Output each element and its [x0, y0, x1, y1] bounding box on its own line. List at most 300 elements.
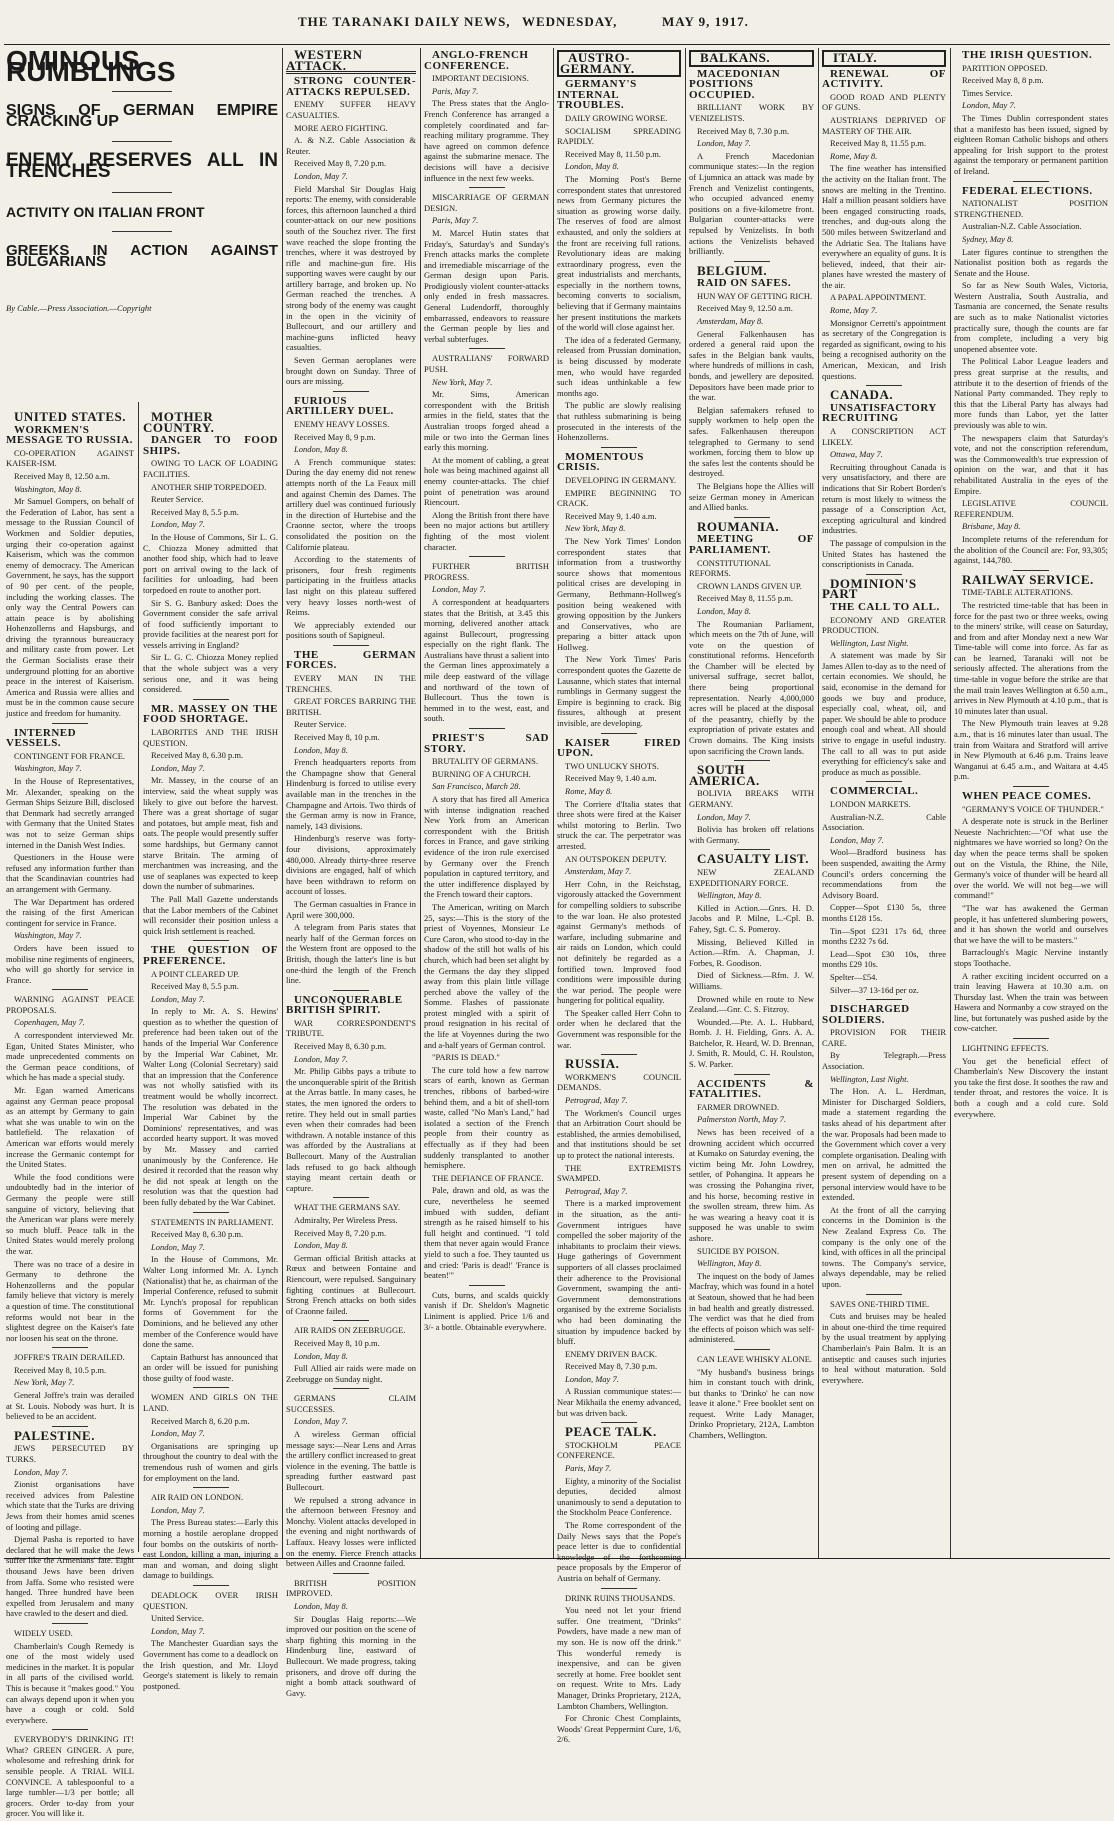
article-subheading: A PAPAL APPOINTMENT.: [830, 292, 926, 303]
dateline: London, May 8.: [294, 1240, 348, 1251]
paragraph: Drowned while en route to New Zealand.—Gnr. C. S. Fitzroy.: [689, 993, 814, 1015]
received-line: Received May 8, 6.30 p.m.: [294, 1041, 387, 1052]
paragraph: A statement was made by Sir James Allen to-day as to the need of certain economies. We should, he said, economise in the demand for goods we buy and produce, especially coal, wheat, oil, and paper. We should be able to produce enough coal and wheat. All should strive to engage in useful industry. The call to all was to put aside everything for efficiency's sake and produce as much as possible.: [822, 650, 946, 777]
article-subheading: AIR RAIDS ON ZEEBRUGGE.: [294, 1325, 406, 1336]
source-line: Australian-N.Z. Cable Association.: [822, 811, 946, 833]
article-subheading: EMPIRE BEGINNING TO CRACK.: [557, 487, 681, 509]
article-heading: RENEWAL OF ACTIVITY.: [822, 67, 946, 91]
dateline: Wellington, May 8.: [697, 890, 762, 901]
article-heading: UNSATISFACTORY RECRUITING: [822, 401, 937, 425]
article-subheading: LIGHTNING EFFECTS.: [962, 1043, 1049, 1054]
dateline: Brisbane, May 8.: [962, 521, 1021, 532]
article-subheading: PROVISION FOR THEIR CARE.: [822, 1027, 946, 1048]
paragraph: Incomplete returns of the referendum for the abolition of the Council are: For, 93,305; against, 144,780.: [954, 533, 1108, 566]
us-section: [6, 409, 134, 1821]
paragraph: Along the British front there have been no major actions but artillery fighting of the most violent character.: [424, 509, 549, 552]
paragraph: A French communique states: During the day enemy did not renew attempts north of the La Feaux mill and against Chemin des Dames. The artillery duel was continued furiously in the direction of Hurtebise and the Craonne sector, where the troops consolidated the position on the Californie plateau.: [286, 456, 416, 552]
article-subheading: ENEMY SUFFER HEAVY CASUALTIES.: [286, 99, 416, 120]
article-subheading: THE EXTREMISTS SWAMPED.: [557, 1162, 681, 1184]
received-line: Received May 8, 10 p.m.: [294, 1337, 380, 1348]
dateline: London, May 8.: [565, 161, 619, 172]
column-1: [6, 45, 278, 1819]
column-divider: [818, 48, 819, 1558]
article-subheading: CONSTITUTIONAL REFORMS.: [689, 557, 771, 579]
article-subheading: CROWN LANDS GIVEN UP.: [697, 580, 802, 591]
dateline: San Francisco, March 28.: [432, 781, 521, 792]
paragraph: A rather exciting incident occurred on a train leaving Hawera at 10.30 a.m. on Thursday last. When the train was between Hawera and Normanby a cow strayed on the line, but fortunately was pushed aside by the cow-catcher.: [954, 970, 1108, 1034]
dateline: London, May 7.: [151, 1504, 205, 1515]
paragraph: The Hon. A. L. Herdman, Minister for Discharged Soldiers, made a statement regarding the tasks ahead of his department after the war. Proposals had been made to the Government which cover a very complete organisation. Dealing with men on arrival, he admitted the present system of depending on a personal interview would have to be extended.: [822, 1086, 946, 1203]
paragraph: A telegram from Paris states that nearly half of the German forces on the Western front are opposed to the British, though the latter's line is but one-third the length of the French line.: [286, 922, 416, 986]
paragraph: There was no trace of a desire in Germany to dethrone the Hohenzollerns and the popular family believe that victory is merely a question of time. The constitutional reforms would not bear in the slightest degree on the Kaiser's fate nor loosen his seat on the throne.: [6, 1258, 134, 1343]
dateline: London, May 7.: [962, 100, 1016, 111]
article-heading: INTERNED VESSELS.: [6, 726, 77, 750]
dateline: London, May 7.: [294, 170, 348, 181]
article-subheading: CONTINGENT FOR FRANCE.: [14, 750, 126, 761]
dateline: London, May 7.: [432, 584, 486, 595]
article-subheading: ECONOMY AND GREATER PRODUCTION.: [822, 614, 946, 636]
cable-credit: By Cable.—Press Association.—Copyright: [6, 303, 152, 314]
dateline: London, May 7.: [294, 1416, 348, 1427]
article-subheading: CAN LEAVE WHISKY ALONE.: [697, 1353, 813, 1364]
received-line: Received May 8, 5.5 p.m.: [151, 506, 239, 517]
paragraph: The Workmen's Council urges that an Arbitration Court should be established, the armies demobilised, and that institutions should be set up to protect the national interests.: [557, 1107, 681, 1160]
article-subheading: MORE AERO FIGHTING.: [294, 122, 388, 133]
article-heading: MEETING OF PARLIAMENT.: [689, 533, 814, 556]
dateline: Amsterdam, May 8.: [697, 316, 764, 327]
article-subheading: HUN WAY OF GETTING RICH.: [697, 290, 813, 301]
column-divider: [553, 48, 554, 1558]
advertisement: "My husband's business brings him in constant touch with drink, but thanks to 'Drinko' he can now leave it alone." Free booklet sent on request. Write Lady Manager, Drinko Proprietary, 212A, Lambton Chambers, Wellington.: [689, 1366, 814, 1441]
dateline: London, May 8.: [294, 1600, 348, 1611]
section-heading: DOMINION'S PART: [822, 575, 917, 602]
article-subheading: DAILY GROWING WORSE.: [565, 112, 668, 123]
column-divider: [685, 48, 686, 1558]
article-subheading: JOFFRE'S TRAIN DERAILED.: [14, 1352, 125, 1363]
market-line: Silver—37 13-16d per oz.: [830, 984, 919, 995]
masthead-rule: [4, 44, 1110, 45]
paragraph: Mr. Sims, American correspondent with the British armies in the field, states that the Australian troops forged ahead a mile or two into the German lines early this morning.: [424, 389, 549, 453]
section-heading: THE IRISH QUESTION.: [962, 49, 1093, 61]
dateline: Palmerston North, May 7.: [697, 1114, 787, 1125]
advertisement: You need not let your friend suffer. One treatment, "Drinks" Powders, have made a new man of my son. He is now off the drink." This wonderful remedy is inexpensive, and can be given secretly at home. Free booklet sent on request. Write to Mrs. Lady Manager, Drinks Proprietary, 212A, Lambton Chambers, Wellington.: [557, 1605, 681, 1711]
article-subheading: LABORITES AND THE IRISH QUESTION.: [143, 727, 278, 748]
article-heading: THE QUESTION OF PREFERENCE.: [143, 944, 278, 967]
article-subheading: "GERMANY'S VOICE OF THUNDER.": [962, 803, 1104, 814]
paragraph: Recruiting throughout Canada is very unsatisfactory, and there are indications that Sir Robert Borden's return is most likely to witness the passage of a Conscription Act, excepting agricultural and kindred industries.: [822, 461, 946, 536]
paragraph: In the House of Commons, Mr. Walter Long informed Mr. A. Lynch (Nationalist) that he, as chairman of the Imperial Conference, refused to submit Mr. Lynch's proposal for republican forms of Government for the Dominions, and he believed any other member of the Conference would have done the same.: [143, 1254, 278, 1350]
source-line: Australian-N.Z. Cable Association.: [962, 221, 1082, 232]
dateline: London, May 7.: [697, 811, 751, 822]
issue-date: MAY 9, 1917.: [662, 14, 749, 29]
paragraph: Mr. Philip Gibbs pays a tribute to the unconquerable spirit of the British at the Arras battle. In many cases, he states, the men ignored the orders to retire. They held out in small parties even when their comrades had been withdrawn. A notable instance of this was afforded by the Australians at Bullecourt. Many of the Australian lads refused to go back although staying meant certain death or capture.: [286, 1066, 416, 1193]
received-line: Received May 8, 5.5 p.m.: [151, 981, 239, 992]
section-heading: CANADA.: [830, 387, 894, 403]
paragraph: Orders have been issued to mobilise nine regiments of engineers, who will go shortly for service in France.: [6, 942, 134, 985]
paragraph: General Joffre's train was derailed at St. Louis. Nobody was hurt. It is believed to be an accident.: [6, 1390, 134, 1422]
received-line: Received May 8, 7.20 p.m.: [294, 158, 387, 169]
dateline: Rome, May 8.: [565, 786, 613, 796]
paragraph: Field Marshal Sir Douglas Haig reports: The enemy, with considerable forces, this afternoon launched a third counter-attack on our new positions south of the Souchez river. The first wave reached the slope fronting the trenches, where it was destroyed by rifle and machine-gun fire. His supporting waves were caught by our artillery barrage, and broken up. No German reached the trenches. A strong body of the enemy was caught in the open in the vicinity of Bullecourt, and our artillery and machine-guns inflicted heavy casualties.: [286, 183, 416, 353]
paragraph: Mr Samuel Gompers, on behalf of the Federation of Labor, has sent a message to the Russian Council of Workmen and Soldier deputies, urging their co-operation against Kaiserism, which was the common enemy of democracy. The American Government, he says, has the support of 90 per cent. of the people, including the working classes. The only way the Central Powers can attain peace is by abolishing Hohenzollerns and Hapsburgs, and driving the tyrannous bureaucracy and military caste from power. Let the German Socialists erase their underground plotting for an abortive peace in the interest of Kaiserism. America and Russia were allies and must be in the common cause secure justice and freedom for humanity.: [6, 496, 134, 719]
paragraph: The Speaker called Herr Cohn to order when he declared that the Government was responsible for the war.: [557, 1007, 681, 1050]
paragraph: A wireless German official message says:—Near Lens and Arras the artillery conflict increased to great violence in the evening. The battle is spreading further eastward past Bullecourt.: [286, 1429, 416, 1493]
received-line: Received May 8, 7.30 p.m.: [565, 1361, 658, 1372]
paragraph: Belgian safemakers refused to supply workmen to help open the safes. Falkenhausen thereupon telegraphed to Germany to send workmen, forcing them to blow up the safes lest the contents should be destroyed.: [689, 404, 814, 479]
article-heading: WORKMEN'S MESSAGE TO RUSSIA.: [6, 423, 133, 447]
paragraph: Later figures continue to strengthen the Nationalist position both as regards the Senate and the House.: [954, 246, 1108, 278]
article-subheading: ANOTHER SHIP TORPEDOED.: [151, 481, 267, 492]
headline-main: OMINOUS RUMBLINGS: [6, 45, 176, 87]
column-western-attack: [286, 47, 416, 1698]
article-subheading: TWO UNLUCKY SHOTS.: [565, 760, 659, 771]
received-line: Received May 8, 11.50 p.m.: [565, 148, 661, 159]
received-line: Received May 8, 10 p.m.: [294, 732, 380, 743]
paragraph: The Political Labor League leaders and press great surprise at the results, and attribute it to the desertion of friends of the National Party commanded. They reply to this that the Liberal Party has always had more funds than Labor, yet the latter previously was able to win.: [954, 356, 1108, 430]
paragraph: The New York Times' London correspondent states that information from a trustworthy source shows that momentous political crises are developing in Germany, Bethmann-Hollweg's position being weakened with growing opposition by the Junkers and Conservatives, who are preparing a bitter attack upon Hollweg.: [557, 535, 681, 652]
article-subheading: GOOD ROAD AND PLENTY OF GUNS.: [822, 91, 946, 113]
received-line: Received May 8, 7.30 p.m.: [697, 125, 790, 136]
article-subheading: WOMEN AND GIRLS ON THE LAND.: [143, 1392, 278, 1414]
dateline: New York, May 7.: [432, 376, 493, 387]
article-heading: STRONG COUNTER-ATTACKS REPULSED.: [286, 75, 416, 98]
dateline: Petrograd, May 7.: [565, 1185, 628, 1196]
paragraph: Killed in Action.—Gnrs. H. D. Jacobs and P. Milne, L.-Cpl. B. Fahey, Sgt. C. S. Pomeroy.: [689, 902, 814, 934]
article-heading: MACEDONIAN POSITIONS OCCUPIED.: [689, 67, 781, 101]
advertisement: Barraclough's Magic Nervine instantly stops Toothache.: [954, 947, 1108, 968]
section-heading: AUSTRO-GERMANY.: [557, 50, 681, 77]
paragraph: We repulsed a strong advance in the afternoon between Fresnoy and Monchy. Violent attacks developed in the evening and night northwards of Laffaux. Heavy losses were inflicted on the enemy. Fierce French attacks between Ailles and Craonne failed.: [286, 1494, 416, 1569]
dateline: Paris, May 7.: [432, 85, 479, 96]
paragraph: The Corriere d'Italia states that three shots were fired at the Kaiser whilst motoring to Berlin. Two struck the car. The perpetrator was arrested.: [557, 798, 681, 851]
paragraph: German official British attacks at Rœux and between Fontaine and Riencourt, were repulsed. Sanguinary fighting continues at Bullecourt. Strong French attacks on both sides of Craonne failed.: [286, 1252, 416, 1316]
section-heading: CASUALTY LIST.: [697, 851, 810, 867]
paragraph: The cure told how a few narrow scars of earth, known as German trenches, ribbons of barbed-wire behind them, and a bit of shell-torn waste, called "No Man's Land," had isolated a section of the French people from their country as effectually as if they had been suddenly transplanted to another hemisphere.: [424, 1064, 549, 1171]
paragraph: The German casualties in France in April were 300,000.: [286, 898, 416, 920]
article-subheading: BRUTALITY OF GERMANS.: [432, 756, 538, 767]
article-subheading: DEVELOPING IN GERMANY.: [565, 474, 677, 485]
section-heading: ANGLO-FRENCH CONFERENCE.: [424, 49, 529, 72]
section-heading: PALESTINE.: [14, 1427, 95, 1443]
advertisement: EVERYBODY'S DRINKING IT! What? GREEN GINGER. A pure, wholesome and refreshing drink for sensible people. A TRIAL WILL CONVINCE. A tablespoonful to a large tumbler—1/3 per bottle; all grocers. Order to-day from your grocer. You will like it.: [6, 1734, 134, 1819]
source-line: Times Service.: [962, 87, 1013, 98]
article-subheading: SOCIALISM SPREADING RAPIDLY.: [557, 125, 681, 147]
received-line: Received May 8, 11.55 p.m.: [697, 593, 793, 604]
dateline: London, May 7.: [565, 1373, 619, 1384]
article-subheading: WAR CORRESPONDENT'S TRIBUTE.: [286, 1017, 416, 1039]
advertisement: Cuts and bruises may be healed in about one-third the time required by the usual treatment by applying Chamberlain's Pain Balm. It is an antiseptic and causes such injuries to heal without maturation. Sold everywhere.: [822, 1311, 946, 1385]
column-austro-germany: [557, 50, 681, 1745]
received-line: Received May 8, 9 p.m.: [294, 431, 376, 442]
paragraph: News has been received of a drowning accident which occurred at Kumako on Saturday evening, the victim being Mr. John Lowdrey, settler, of Pohangina. It appears he was crossing the Pohangina river, and his horse, becoming restive in the swollen stream, threw him. As he was wearing a heavy coat it is supposed he was unable to swim ashore.: [689, 1127, 814, 1243]
received-line: Received May 8, 7.20 p.m.: [294, 1227, 387, 1238]
article-subheading: DEADLOCK OVER IRISH QUESTION.: [143, 1589, 278, 1611]
paragraph: Questioners in the House were refused any information further than that the Scandinavian countries had an arrangement with Germany.: [6, 852, 134, 894]
paragraph: The fine weather has intensified the activity on the Italian front. The snows are melting in the Trentino. Half a million peasant soldiers have been engaged constructing roads, trenches, and dug-outs along the 500 miles between Switzerland and the Adriatic Sea. The Italians have everywhere an equality of guns. It is believed, indeed, that their air-planes have wrested the mastery of the air.: [822, 163, 946, 290]
market-line: Lead—Spot £30 10s, three months £29 10s.: [822, 948, 946, 970]
paragraph: Sir Douglas Haig reports:—We improved our position on the scene of sharp fighting this morning in the Hindenburg line, eastward of Bullecourt. We made progress, taking prisoners, and drove off during the night a bomb attack southward of Gavy.: [286, 1613, 416, 1698]
column-irish-question: [954, 50, 1108, 1555]
paragraph: Herr Cohn, in the Reichstag, vigorously attacked the Government for compelling soldiers to subscribe to the war loan. He also protested against Germany's methods of warfare, including submarine and air raids on London, which could not definitely be regarded as a fortified town. Improved food conditions were impossible during the war period. The people were hungering for political equality.: [557, 878, 681, 1006]
dateline: London, May 7.: [294, 1053, 348, 1064]
paragraph: The Manchester Guardian says the Government has come to a deadlock on the Irish question, and Mr. Lloyd George's statement is likely to remain postponed.: [143, 1638, 278, 1691]
article-subheading: DRINK RUINS THOUSANDS.: [565, 1592, 676, 1603]
paragraph: Djemal Pasha is reported to have declared that he will make the Jews suffer like the Armenians' fate. Eight thousand Jews have been driven from Jaffa. Some who resisted were hanged. Three hundred have been expelled from Jerusalem and many have crawled to the desert and died.: [6, 1534, 134, 1619]
column-italy: [822, 50, 946, 1555]
dateline: Ottawa, May 7.: [830, 449, 883, 460]
received-line: Received May 8, 6.30 p.m.: [151, 1229, 244, 1240]
article-subheading: TIME-TABLE ALTERATIONS.: [962, 587, 1073, 598]
section-heading: UNITED STATES.: [14, 409, 126, 424]
article-heading: PRIEST'S SAD STORY.: [424, 732, 549, 755]
article-heading: DANGER TO FOOD SHIPS.: [143, 434, 278, 457]
paragraph: The Roumanian Parliament, which meets on the 7th of June, will vote on the question of constitutional reforms. Henceforth the Chamber will be elected by universal suffrage, secret ballot, there being proportional representation. Nearly 4,000,000 acres will be placed at the disposal of the peasantry, chiefly by the expropriation of private estates and Crown domains. The King insists upon sacrificing the Crown lands.: [689, 618, 814, 756]
received-line: Received May 9, 1.40 a.m.: [565, 510, 657, 521]
received-line: Received May 9, 12.50 a.m.: [697, 303, 793, 314]
dateline: Wellington, May 8.: [697, 1258, 762, 1269]
section-heading: ITALY.: [822, 50, 946, 67]
section-heading: COMMERCIAL.: [830, 785, 919, 798]
source-line: Admiralty, Per Wireless Press.: [294, 1214, 398, 1225]
paragraph: The War Department has ordered the raising of the first American contingent for service in France.: [6, 896, 134, 928]
section-heading: FEDERAL ELECTIONS.: [962, 184, 1093, 197]
received-line: Received May 8, 11.55 p.m.: [830, 138, 926, 149]
received-line: Received May 8, 10.5 p.m.: [14, 1364, 107, 1375]
paragraph: Zionist organisations have received advices from Palestine which state that the Turks are driving Jews from their homes amid scenes of looting and pillage.: [6, 1479, 134, 1532]
masthead: [0, 0, 1114, 44]
dateline: Copenhagen, May 7.: [14, 1017, 85, 1028]
paragraph: In the House of Commons, Sir L. G. C. Chiozza Money admitted that another food ship, which had to leave port on arrival owing to the lack of facilities for unloading, had been torpedoed en route to another port.: [143, 531, 278, 595]
paragraph: Full Allied air raids were made on Zeebrugge on Sunday night.: [286, 1363, 416, 1384]
dateline: Petrograd, May 7.: [565, 1095, 628, 1106]
advertisement: Cuts, burns, and scalds quickly vanish if Dr. Sheldon's Magnetic Liniment is applied. Price 1/6 and 3/- a bottle. Obtainable everywhere.: [424, 1289, 549, 1332]
source-line: Reuter Service.: [151, 494, 204, 505]
dateline: Washington, May 7.: [14, 930, 82, 941]
section-heading: RUSSIA.: [565, 1056, 620, 1072]
dateline: London, May 7.: [697, 138, 751, 149]
paragraph: A French Macedonian communique states:—In the region of Ljumnica an attack was made by French and Venizelist contingents, who occupied advanced enemy positions on a five-kilometre front. Bulgarian counter-attacks were repulsed by Venizelists. In both actions the Venizelists behaved brilliantly.: [689, 150, 814, 257]
article-subheading: FARMER DROWNED.: [697, 1101, 780, 1112]
dateline: New York, May 8.: [565, 523, 626, 534]
source-line: United Service.: [151, 1613, 204, 1624]
section-heading: WESTERN ATTACK.: [286, 50, 416, 74]
market-line: Spelter—£54.: [830, 971, 878, 982]
section-heading: RAILWAY SERVICE.: [962, 571, 1094, 587]
article-subheading: NATIONALIST POSITION STRENGTHENED.: [954, 198, 1108, 219]
article-subheading: SAVES ONE-THIRD TIME.: [830, 1298, 930, 1309]
paragraph: In the House of Representatives, Mr. Alexander, speaking on the German Ships Seizure Bill, disclosed that Denmark had secretly arranged with Germany that the United States was not to seize German ships interned in the Danish West Indies.: [6, 776, 134, 850]
paragraph: Missing, Believed Killed in Action.—Rfm. A. Chapman, J. Forbes, R. Goodison.: [689, 936, 814, 968]
paragraph: French headquarters reports from the Champagne show that General Hindenburg is forced to utilise every available man in the trenches in the Champagne and Artois. Two thirds of the German army is now in France, namely, 143 divisions.: [286, 757, 416, 831]
article-heading: FURIOUS ARTILLERY DUEL.: [286, 394, 394, 418]
source-line: Reuter Service.: [294, 719, 347, 730]
dateline: Washington, May 8.: [14, 483, 82, 494]
paragraph: "The war has awakened the German people, it has unfettered slumbering powers, and it has shown the world and ourselves that we have the will to be masters.": [954, 902, 1108, 945]
article-subheading: AN OUTSPOKEN DEPUTY.: [565, 853, 667, 864]
paragraph: Captain Bathurst has announced that an order will be issued for punishing those guilty of food waste.: [143, 1351, 278, 1383]
article-subheading: STATEMENTS IN PARLIAMENT.: [151, 1216, 274, 1227]
paragraph: Mr. Egan warned Americans against any German peace proposal as an attempt by Germany to gain what she was unable to win on the battlefield. The relaxation of American war efforts would merely increase the Germanic contempt for the United States.: [6, 1085, 134, 1170]
paragraph: Wool—Bradford business has been suspended, awaiting the Army Council's orders concerning the recommendations from the Advisory Board.: [822, 847, 946, 900]
article-subheading: CO-OPERATION AGAINST KAISER-ISM.: [6, 447, 134, 469]
paragraph: A desperate note is struck in the Berliner Neueste Nachrichten:—"Of what use the nightmares we have worried so long? On the day when the peace terms shall be spoken out on the Vistula, the Rhine, the Nile, Germany's voice of thunder will be heard all over the world. We will not beg—we will command!": [954, 816, 1108, 901]
paragraph: Eighty, a minority of the Socialist deputies, decided almost unanimously to send a deputation to the Stockholm Peace Conference.: [557, 1475, 681, 1518]
paragraph: Monsignor Cerretti's appointment as secretary of the Congregation is regarded as significant, owing to his being a recognised authority on the American, Mexican, and Irish questions.: [822, 317, 946, 381]
article-subheading: BOLIVIA BREAKS WITH GERMANY.: [689, 788, 814, 809]
dateline: Rome, May 8.: [830, 150, 878, 161]
column-anglo-french: [424, 50, 549, 1555]
dateline: New York, May 7.: [14, 1377, 75, 1388]
article-subheading: "PARIS IS DEAD.": [432, 1052, 500, 1063]
article-subheading: NEW ZEALAND EXPEDITIONARY FORCE.: [689, 866, 814, 888]
paragraph: A correspondent interviewed Mr. Egan, United States Minister, who made unprecedented comments on the German peace conditions, of which he has made a special study.: [6, 1030, 134, 1083]
headline-5: GREEKS IN ACTION AGAINST BULGARIANS: [6, 242, 278, 270]
paragraph: The Morning Post's Berne correspondent states that unrestored news from Germany pictures the situation as growing worse daily. The reserves of food are almost exhausted, and only the soldiers at the front are receiving full rations. Revolutionary ideas are making extraordinary progress, even the great industrialists and merchants, especially in the northern towns, becoming converts to socialism, believing that if Germany maintains her present institutions the markets of the world will close against her.: [557, 173, 681, 333]
paragraph: Sir S. G. Banbury asked: Does the Government consider the safe arrival of food sufficiently important to provide facilities at the nearest port for vessels arriving in England?: [143, 597, 278, 650]
dateline: London, May 8.: [294, 444, 348, 455]
headline-2: SIGNS OF GERMAN EMPIRE CRACKING UP: [6, 102, 278, 130]
article-heading: THE GERMAN FORCES.: [286, 648, 416, 672]
paragraph: A Russian communique states:—Near Mikhaila the enemy advanced, but was driven back.: [557, 1386, 681, 1418]
article-heading: KAISER FIRED UPON.: [557, 736, 681, 760]
received-line: Received May 9, 1.40 a.m.: [565, 773, 657, 784]
article-subheading: BRILLIANT WORK BY VENIZELISTS.: [689, 102, 814, 123]
headline-4: ACTIVITY ON ITALIAN FRONT: [6, 203, 205, 220]
dateline: Amsterdam, May 7.: [565, 866, 632, 877]
paragraph: According to the statements of prisoners, four fresh regiments participating in the fruitless attacks last night on this plateau suffered very heavy losses north-west of Reims.: [286, 554, 416, 618]
paragraph: A story that has fired all America with intense indignation reached New York from an American correspondent with the British forces in France, and gave striking evidence of the iron rule exercised by Germany over the French population in captured territory, and the utter indifference displayed by the French toward their captors.: [424, 794, 549, 900]
paragraph: Hindenburg's reserve was forty-four divisions, approximately 480,000. Already thirty-three reserve divisions are engaged, half of which have been withdrawn to reform on account of losses.: [286, 833, 416, 897]
article-subheading: MISCARRIAGE OF GERMAN DESIGN.: [424, 192, 549, 213]
article-subheading: LEGISLATIVE COUNCIL REFERENDUM.: [954, 498, 1108, 519]
dateline: London, May 7.: [151, 519, 205, 530]
paragraph: The Pall Mall Gazette understands that the Labor members of the Cabinet will reconsider their position unless a quick Irish settlement is reached.: [143, 893, 278, 936]
column-balkans: [689, 50, 814, 1555]
dateline: Wellington, Last Night.: [830, 1073, 909, 1084]
paragraph: The Belgians hope the Allies will seize German money in American and Allied banks.: [689, 480, 814, 513]
section-heading: PEACE TALK.: [565, 1424, 657, 1440]
paragraph: The Press states that the Anglo-French Conference has arranged a completely coordinated and far-reaching military programme. They have agreed on common defence against the submarine menace. The decisions will have a decisive influence in the next few weeks.: [424, 98, 549, 183]
article-subheading: A CONSCRIPTION ACT LIKELY.: [822, 426, 946, 447]
article-heading: MOMENTOUS CRISIS.: [557, 450, 644, 474]
paragraph: Organisations are springing up throughout the country to deal with the tremendous rush of women and girls for employment on the land.: [143, 1440, 278, 1483]
dateline: London, May 7.: [151, 762, 205, 773]
paragraph: Seven German aeroplanes were brought down on Sunday. Three of ours are missing.: [286, 355, 416, 387]
article-subheading: BURNING OF A CHURCH.: [432, 768, 531, 779]
section-heading: ACCIDENTS & FATALITIES.: [689, 1077, 814, 1101]
article-subheading: WHAT THE GERMANS SAY.: [294, 1202, 400, 1213]
paragraph: Bolivia has broken off relations with Germany.: [689, 824, 814, 845]
advertisement: For Chronic Chest Complaints, Woods' Great Peppermint Cure, 1/6, 2/6.: [557, 1713, 681, 1745]
dateline: London, May 7.: [151, 993, 205, 1004]
article-subheading: AUSTRALIANS' FORWARD PUSH.: [424, 353, 549, 375]
received-line: Received May 8, 6.30 p.m.: [151, 750, 244, 761]
paragraph: While the food conditions were undoubtedly bad in the interior of Germany the people were still sanguine of victory, believing that the American war plans were merely so much bluff. Peace talk in the United States would merely prolong the war.: [6, 1171, 134, 1256]
article-subheading: STOCKHOLM PEACE CONFERENCE.: [557, 1439, 681, 1461]
paragraph: The Times Dublin correspondent states that a manifesto has been issued, signed by eighteen Roman Catholic bishops and others appealing for Irish support to the protest against the temporary or permanent partition of Ireland.: [954, 112, 1108, 176]
paragraph: General Falkenhausen has ordered a general raid upon the safes in the Belgian bank vaults, where hundreds of millions in cash, bonds, and jewellery are deposited. Depositors have been made prior to the war.: [689, 328, 814, 403]
paragraph: At the front of all the carrying concerns in the Dominion is the New Zealand Express Co. The company is the only one of the kind, with offices in all the principal towns. The Company's service, always dependable, may be relied upon.: [822, 1204, 946, 1289]
paragraph: M. Marcel Hutin states that Friday's, Saturday's and Sunday's French attacks marks the complete and irremediable miscarriage of the German design upon Paris. Prodigiously violent counter-attacks only ended in fresh massacres. General Ludendorff, thoroughly embarrassed, endeavors to reassure the German people by lies and verbal subterfuges.: [424, 227, 549, 344]
paragraph: In reply to Mr. A. S. Hewins' question as to whether the question of preference had been taken out of the hands of the Imperial War Conference by the Imperial War Cabinet, Mr. Walter Long (Colonial Secretary) said that an impression that the Conference was not wholly satisfied with its treatment would be wholly incorrect. The resolution was debated in the Imperial War Cabinet by the Dominions' representatives, and was accorded hearty support. It was moved by Mr. Massey and carried unanimously by the Conference. He desired it recorded that the reason why he did not speak at length on the resolution was that the question had been fully debated by the War Cabinet.: [143, 1006, 278, 1207]
article-subheading: ENEMY HEAVY LOSSES.: [294, 419, 390, 429]
article-subheading: PARTITION OPPOSED.: [962, 62, 1048, 73]
paragraph: Sir L. G. C. Chiozza Money replied that the whole subject was a very serious one, and it was being considered.: [143, 652, 278, 695]
section-heading: MOTHER COUNTRY.: [143, 409, 215, 435]
article-subheading: WORKMEN'S COUNCIL DEMANDS.: [557, 1071, 681, 1093]
mother-country-section: [143, 409, 278, 1693]
dateline: London, May 7.: [151, 1428, 205, 1439]
article-subheading: AIR RAID ON LONDON.: [151, 1492, 244, 1503]
article-subheading: THE DEFIANCE OF FRANCE.: [432, 1172, 544, 1183]
paragraph: So far as New South Wales, Victoria, Western Australia, South Australia, and Tasmania are concerned, the Senate results are such as to make Nationalist victories practically sure, though the counts are far from complete, including a very big unopened absentee vote.: [954, 280, 1108, 354]
paragraph: The New York Times' Paris correspondent quotes the Gazette de Lausanne, which states that internal rumblings in Germany suggest the Empire is beginning to crack. Big fissures, although at present invisible, are developing.: [557, 654, 681, 729]
article-subheading: LONDON MARKETS.: [830, 799, 911, 809]
article-subheading: SUICIDE BY POISON.: [697, 1245, 780, 1256]
article-subheading: OWING TO LACK OF LOADING FACILITIES.: [143, 458, 278, 479]
paragraph: The inquest on the body of James Macfray, which was found in a hotel at Seatoun, showed that he had been in bad health and greatly distressed. The verdict was that he died from the effects of poison which was self-administered.: [689, 1270, 814, 1345]
article-subheading: EVERY MAN IN THE TRENCHES.: [286, 673, 416, 694]
weekday: WEDNESDAY,: [522, 14, 618, 29]
paragraph: Died of Sickness.—Rfm. J. W. Williams.: [689, 970, 814, 991]
paragraph: The public are slowly realising that ruthless submarining is being prosecuted in the interests of the Hohenzollerns.: [557, 400, 681, 443]
received-line: Received May 8, 8 p.m.: [962, 75, 1044, 86]
section-heading: SOUTH AMERICA.: [689, 762, 760, 788]
paragraph: The passage of compulsion in the United States has hastened the conscriptionists in Canada.: [822, 537, 946, 570]
article-subheading: IMPORTANT DECISIONS.: [432, 73, 529, 84]
article-subheading: GREAT FORCES BARRING THE BRITISH.: [286, 696, 416, 717]
paragraph: The Press Bureau states:—Early this morning a hostile aeroplane dropped four bombs on the outskirts of north-east London, killing a man, injuring a man and woman, and doing slight damage to buildings.: [143, 1517, 278, 1581]
paper-name: THE TARANAKI DAILY NEWS,: [298, 14, 511, 29]
paragraph: The idea of a federated Germany, released from Prussian domination, is being discussed by moderate men, who would have regarded such ideas unthinkable a few months ago.: [557, 334, 681, 398]
paragraph: The newspapers claim that Saturday's vote, and not the conscription referendum, was the Commonwealth's true expression of opinion on the war, and that it has rehabilitated Australia in the eyes of the Empire.: [954, 432, 1108, 496]
section-heading: BALKANS.: [689, 50, 814, 67]
paragraph: The New Plymouth train leaves at 9.28 a.m., that is 16 minutes later than usual. The train from Waitara and Stratford will arrive in New Plymouth at 6.46 p.m. Trains leave Wanganui at 6.45 a.m., and Waitara at 4.45 p.m.: [954, 718, 1108, 782]
paragraph: At the moment of cabling, a great hole was being machined against all enemy counter-attacks. The chief point of penetration was around Riencourt.: [424, 454, 549, 508]
section-heading: BELGIUM.: [697, 262, 768, 278]
article-heading: GERMANY'S INTERNAL TROUBLES.: [557, 78, 637, 112]
paragraph: Wounded.—Pte. A. L. Hubbard, Bomb. J. H. Fielding, Gnrs. A. A. Batchelor, R. Heard, W. D. Brennan, J. Smith, R. Mould, C. H. Roulston, S. W. Parker.: [689, 1016, 814, 1070]
dateline: Paris, May 7.: [565, 1463, 612, 1474]
article-heading: MR. MASSEY ON THE FOOD SHORTAGE.: [143, 702, 278, 726]
headline-3: ENEMY RESERVES ALL IN TRENCHES: [6, 150, 278, 182]
market-line: Tin—Spot £231 17s 6d, three months £232 7s 6d.: [822, 925, 946, 947]
market-line: Copper—Spot £130 5s, three months £128 15s.: [822, 902, 946, 923]
article-subheading: JEWS PERSECUTED BY TURKS.: [6, 1443, 134, 1465]
paragraph: The Rome correspondent of the Daily News says that the Pope's peace letter is due to confidential knowledge of the forthcoming peace proposals by the Emperor of Austria on behalf of Germany.: [557, 1520, 681, 1583]
dateline: London, May 8.: [294, 744, 348, 755]
article-subheading: AUSTRIANS DEPRIVED OF MASTERY OF THE AIR.: [822, 114, 946, 136]
article-subheading: A POINT CLEARED UP.: [151, 968, 240, 979]
section-heading: WHEN PEACE COMES.: [962, 790, 1092, 802]
dateline: Rome, May 7.: [830, 305, 878, 316]
article-subheading: GERMANS CLAIM SUCCESSES.: [286, 1393, 416, 1414]
column-divider: [950, 48, 951, 1558]
advertisement: You get the beneficial effect of Chamberlain's New Discovery the instant you take the first dose. It soothes the raw and tender throat, and restores the voice. It is both a cough and a cold cure. Sold everywhere.: [954, 1055, 1108, 1119]
paragraph: Pale, drawn and old, as was the cure, nevertheless he seemed imbued with sudden, defiant strength as he raised himself to his full height and continued. "I told them that never again would France yield to such a foe. They taunted us and cried: 'Paris is dead!' 'France is beaten!'": [424, 1185, 549, 1281]
dateline: Wellington, Last Night.: [830, 637, 909, 648]
dateline: London, May 7.: [151, 1625, 205, 1636]
column-divider: [282, 48, 283, 1558]
source-line: A. & N.Z. Cable Association & Reuter.: [286, 135, 416, 156]
dateline: London, May 7.: [151, 1241, 205, 1252]
article-subheading: FURTHER BRITISH PROGRESS.: [424, 561, 549, 582]
article-subheading: BRITISH POSITION IMPROVED.: [286, 1577, 416, 1599]
paragraph: We appreciably extended our positions south of Sapigneul.: [286, 619, 416, 641]
column-divider: [420, 48, 421, 1558]
paragraph: A correspondent at headquarters states that the British, at 3.45 this morning, delivered another attack against Bullecourt, progressing especially on the right flank. The Australians have thrust a salient into the German lines approximately a mile deep eastward of the village and northward of the town of Bullecourt. Thus the town is hemmed in to the west, east, and south.: [424, 596, 549, 724]
dateline: London, May 8.: [294, 1350, 348, 1361]
